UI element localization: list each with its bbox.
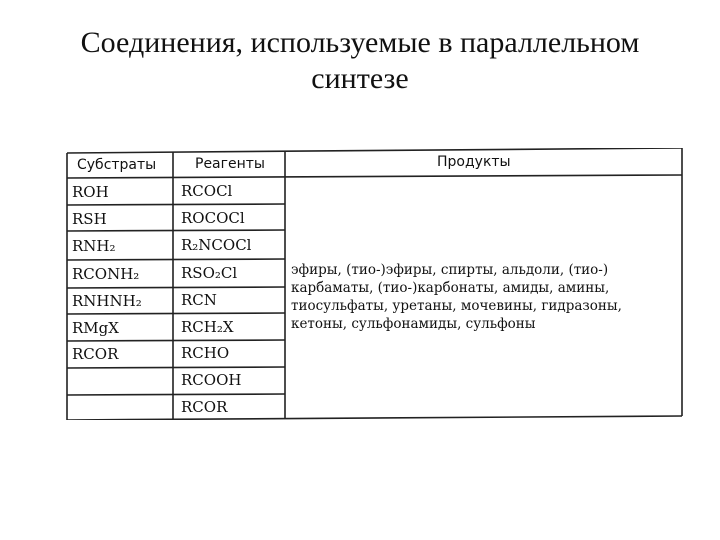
- products-line: эфиры, (тио-)эфиры, спирты, альдоли, (тио-): [291, 262, 609, 278]
- substrate-cell: RCOR: [72, 345, 119, 363]
- substrate-cell: ROH: [72, 183, 109, 201]
- products-text: [291, 261, 681, 333]
- substrate-cell: RNH₂: [72, 237, 116, 255]
- header-products: Продукты: [437, 154, 511, 170]
- substrate-cell: RNHNH₂: [72, 292, 142, 310]
- reagent-cell: RSO₂Cl: [181, 264, 238, 282]
- products-line: кетоны, сульфонамиды, сульфоны: [291, 316, 536, 332]
- products-line: тиосульфаты, уретаны, мочевины, гидразоны,: [291, 298, 622, 314]
- header-substrates: Субстраты: [77, 157, 157, 173]
- compounds-table: [65, 148, 685, 420]
- slide-title-line-2: синтезе: [311, 62, 409, 95]
- products-line: карбаматы, (тио-)карбонаты, амиды, амины,: [291, 280, 610, 296]
- reagent-cell: R₂NCOCl: [181, 236, 252, 254]
- substrate-cell: RSH: [72, 210, 107, 228]
- reagent-cell: RCH₂X: [181, 318, 234, 336]
- slide-title-line-1: Соединения, используемые в параллельном: [80, 26, 640, 59]
- reagent-cell: RCOCl: [181, 182, 233, 200]
- reagent-cell: RCOOH: [181, 371, 242, 389]
- reagent-cell: RCN: [181, 291, 217, 309]
- substrate-cell: RMgX: [72, 319, 119, 337]
- reagent-cell: ROCOCl: [181, 209, 245, 227]
- reagent-cell: RCHO: [181, 344, 230, 362]
- substrate-cell: RCONH₂: [72, 265, 140, 283]
- header-reagents: Реагенты: [195, 156, 265, 172]
- reagent-cell: RCOR: [181, 398, 228, 416]
